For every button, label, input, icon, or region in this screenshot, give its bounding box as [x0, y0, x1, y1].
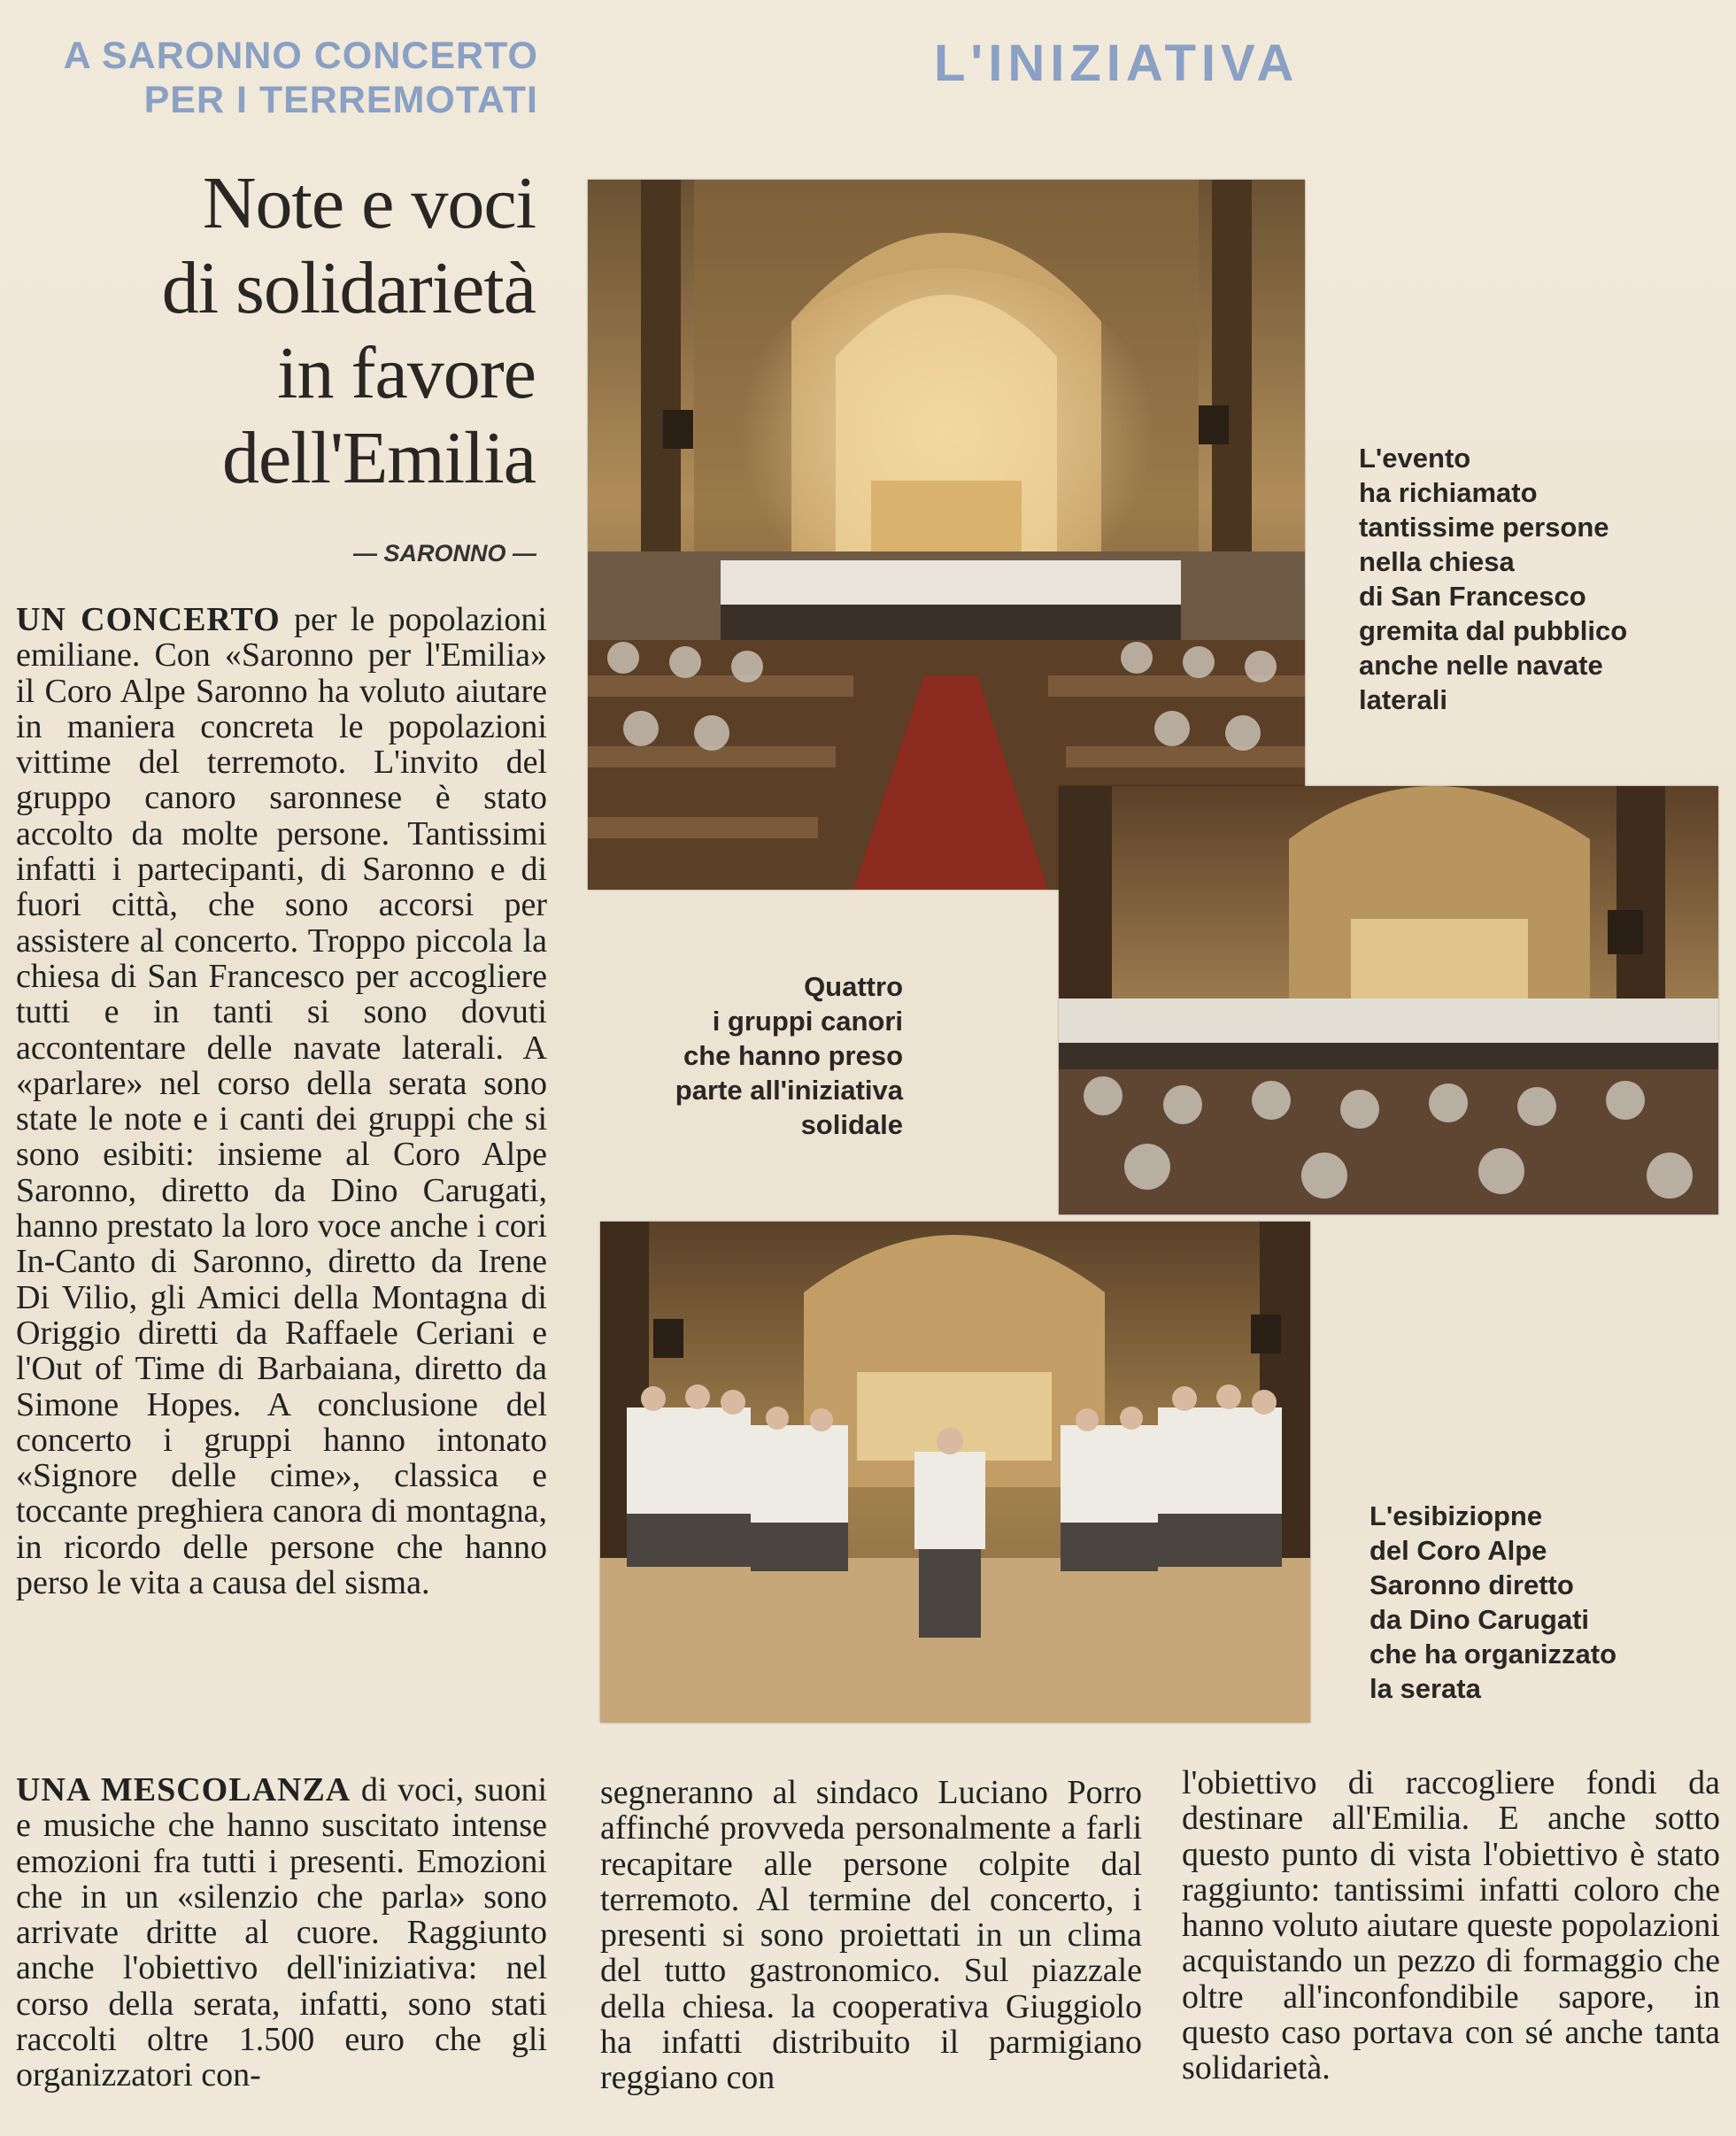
paragraph-2-text: di voci, suoni e musiche che hanno suscitato intense emozioni fra tutti i presenti. Emozioni che in un «silenzio che parla» sono arrivate dritte al cuore. Raggiunto anche l'obiettivo dell'iniziativa: nel corso della serata, infatti, sono stati raccolti oltre 1.500 euro che gli organizzatori con- — [16, 1771, 547, 2094]
caption-photo-1 — [1359, 441, 1713, 717]
paragraph-2-lead: UNA MESCOLANZA — [16, 1771, 351, 1808]
article-column-3 — [1182, 1765, 1720, 2086]
paragraph-4: l'obiettivo di raccogliere fondi da destinare all'Emilia. E anche sotto questo punto di vista l'obiettivo è stato raggiunto: tantissimi infatti coloro che hanno voluto aiutare queste popolazioni acquistando un pezzo di formaggio che oltre all'inconfondibile sapore, in questo caso portava con sé anche tanta solidarietà. — [1182, 1764, 1720, 2087]
caption-1-line: nella chiesa — [1359, 546, 1515, 577]
coro-alpe-illustration — [600, 1222, 1310, 1723]
article-column-2 — [600, 1775, 1142, 2096]
caption-2-line: solidale — [800, 1109, 903, 1140]
caption-1-line: L'evento — [1359, 443, 1471, 474]
caption-3-line: del Coro Alpe — [1370, 1535, 1547, 1566]
church-interior-photo — [588, 180, 1305, 890]
headline-line-4: dell'Emilia — [221, 417, 536, 499]
paragraph-1-text: per le popolazioni emiliane. Con «Saronno per l'Emilia» il Coro Alpe Saronno ha voluto aiutare in maniera concreta le popolazioni vittime del terremoto. L'invito del gruppo canoro saronnese è stato accolto da molte persone. Tantissimi infatti i partecipanti, di Saronno e di fuori città, che sono accorsi per assistere al concerto. Troppo piccola la chiesa di San Francesco per accogliere tutti e in tanti si sono dovuti accontentare delle navate laterali. A «parlare» nel corso della serata sono state le note e i canti dei gruppi che si sono esibiti: insieme al Coro Alpe Saronno, diretto da Dino Carugati, hanno prestato la loro voce anche i cori In-Canto di Saronno, diretto da Irene Di Vilio, gli Amici della Montagna di Origgio diretti da Raffaele Ceriani e l'Out of Time di Barbaiana, diretto da Simone Hopes. A conclusione del concerto i gruppi hanno intonato «Signore delle cime», classica e toccante preghiera canora di montagna, in ricordo delle persone che hanno perso le vita a causa del sisma. — [16, 601, 547, 1602]
section-label: L'INIZIATIVA — [934, 35, 1300, 92]
caption-1-line: gremita dal pubblico — [1359, 615, 1628, 646]
caption-2-line: Quattro — [804, 971, 903, 1002]
bleed-through-shadow — [1558, 239, 1726, 422]
headline-line-1: Note e voci — [202, 162, 536, 244]
headline — [35, 161, 536, 501]
caption-photo-3 — [1370, 1499, 1724, 1706]
caption-3-line: la serata — [1370, 1673, 1481, 1704]
choir-altar-illustration — [1059, 786, 1718, 1215]
caption-3-line: da Dino Carugati — [1370, 1604, 1590, 1635]
caption-3-line: Saronno diretto — [1370, 1569, 1574, 1600]
caption-1-line: tantissime persone — [1359, 512, 1609, 543]
coro-alpe-performance-photo — [600, 1222, 1310, 1723]
caption-2-line: parte all'iniziativa — [675, 1075, 903, 1106]
caption-1-line: ha richiamato — [1359, 477, 1538, 508]
choir-altar-photo — [1059, 786, 1718, 1215]
headline-line-2: di solidarietà — [161, 247, 536, 329]
article-column-1-continued — [16, 1772, 547, 2094]
caption-3-line: L'esibiziopne — [1370, 1500, 1543, 1531]
paragraph-2 — [16, 1772, 547, 2094]
caption-1-line: laterali — [1359, 684, 1447, 715]
article-column-1 — [16, 602, 547, 1600]
headline-line-3: in favore — [277, 332, 536, 414]
caption-1-line: anche nelle navate — [1359, 650, 1603, 681]
caption-3-line: che ha organizzato — [1370, 1639, 1617, 1669]
caption-2-line: i gruppi canori — [712, 1006, 903, 1037]
dateline: — SARONNO — — [352, 540, 536, 567]
paragraph-1-lead: UN CONCERTO — [16, 601, 281, 638]
paragraph-1 — [16, 602, 547, 1600]
caption-2-line: che hanno preso — [683, 1040, 903, 1071]
kicker — [34, 34, 538, 122]
kicker-line-1: A SARONNO CONCERTO — [63, 35, 538, 77]
kicker-line-2: PER I TERREMOTATI — [143, 79, 538, 121]
caption-photo-2 — [549, 969, 903, 1142]
church-interior-illustration — [588, 180, 1305, 890]
caption-1-line: di San Francesco — [1359, 581, 1586, 612]
paragraph-3: segneranno al sindaco Luciano Porro affinché provveda personalmente a farli recapitare alle persone colpite dal terremoto. Al termine del concerto, i presenti si sono proiettati in un clima del tutto gastronomico. Sul piazzale della chiesa. la cooperativa Giuggiolo ha infatti distribuito il parmigiano reggiano con — [600, 1774, 1142, 2097]
